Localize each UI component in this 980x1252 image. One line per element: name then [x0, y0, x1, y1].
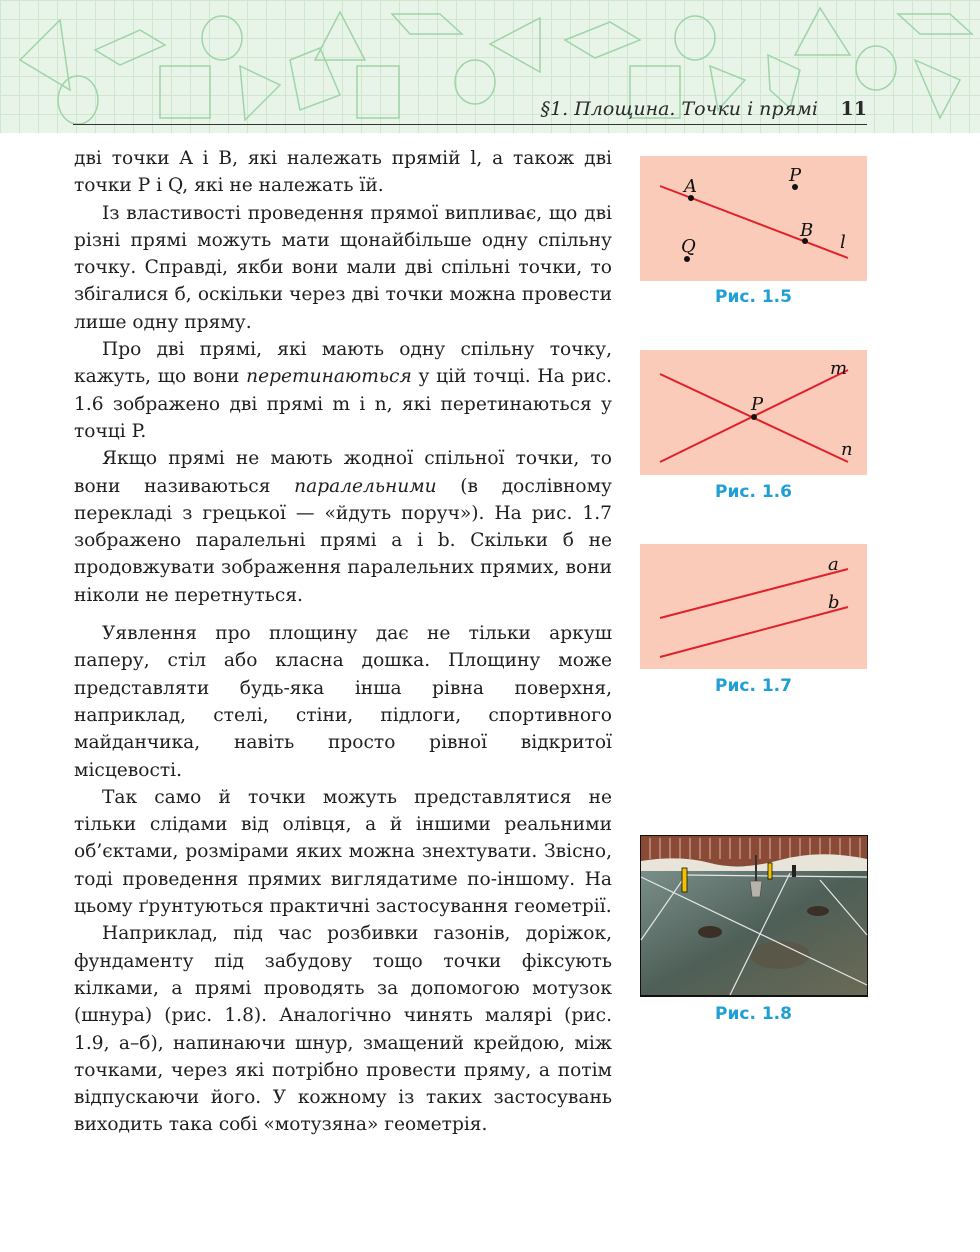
geometric-shapes-decoration: [0, 0, 980, 133]
label-a: a: [828, 554, 839, 575]
figure-1-6: [640, 350, 867, 475]
label-p: P: [789, 165, 802, 186]
caption-1-5: Рис. 1.5: [715, 287, 792, 307]
label-q: Q: [681, 236, 696, 257]
header-rule: [73, 124, 867, 125]
label-b: B: [800, 220, 814, 241]
label-n: n: [841, 439, 853, 460]
paragraph: Якщо прямі не мають жодної спільної точки, то вони називаються паралельними (в дослівному перекладі з грецької — «йдуть поруч»). На рис. 1.7 зображено паралельні прямі a і b. Скільки б не продовжувати зображення паралельних прямих, вони ніколи не перетнуться.: [74, 448, 612, 606]
figure-1-8: [640, 835, 867, 997]
label-p: P: [751, 394, 764, 415]
label-a: A: [684, 176, 697, 197]
caption-1-7: Рис. 1.7: [715, 676, 792, 696]
paragraph: Уявлення про площину дає не тільки аркуш паперу, стіл або класна дошка. Площину може представляти будь-яка інша рівна поверхня, наприклад, стелі, стіни, підлоги, спортивного майданчика, навіть просто рівної відкритої місцевості.: [74, 623, 612, 781]
caption-1-8: Рис. 1.8: [715, 1004, 792, 1024]
figure-background: [640, 156, 867, 281]
body-text: [74, 145, 612, 1139]
paragraph: Наприклад, під час розбивки газонів, доріжок, фундаменту під забудову тощо точки фіксують кілками, а прямі проводять за допомогою мотузок (шнура) (рис. 1.8). Аналогічно чинять малярі (рис. 1.9, а–б), напинаючи шнур, змащений крейдою, між точками, через які потрібно провести пряму, а потім відпускаючи його. У кожному із таких застосувань виходить така собі «мотузяна» геометрія.: [74, 923, 612, 1136]
paragraph: Так само й точки можуть представлятися не тільки слідами від олівця, а й іншими реальними об’єктами, розмірами яких можна знехтувати. Звісно, тоді проведення прямих виглядатиме по-іншому. На цьому ґрунтуються практичні застосування геометрії.: [74, 786, 612, 918]
label-m: m: [830, 358, 848, 379]
construction-site-illustration: [640, 835, 868, 997]
term-parallel: паралельними: [294, 475, 437, 497]
term-intersect: перетинаються: [246, 366, 412, 388]
page-number: 11: [840, 98, 867, 120]
figure-1-7: [640, 544, 867, 669]
running-title: §1. Площина. Точки і прямі: [540, 98, 818, 120]
caption-1-6: Рис. 1.6: [715, 482, 792, 502]
page-header: [0, 0, 980, 133]
label-b: b: [828, 592, 840, 613]
paragraph: дві точки A і B, які належать прямій l, а також дві точки P і Q, які не належать їй.: [74, 148, 612, 197]
paragraph: Про дві прямі, які мають одну спільну точку, кажуть, що вони перетинаються у цій точці. На рис. 1.6 зображено дві прямі m і n, які перетинаються у точці P.: [74, 339, 613, 442]
paragraph: Із властивості проведення прямої випливає, що дві різні прямі можуть мати щонайбільше одну спільну точку. Справді, якби вони мали дві спільні точки, то збігалися б, оскільки через дві точки можна провести лише одну пряму.: [74, 202, 612, 333]
figure-1-5: [640, 156, 867, 281]
label-l: l: [840, 232, 846, 253]
